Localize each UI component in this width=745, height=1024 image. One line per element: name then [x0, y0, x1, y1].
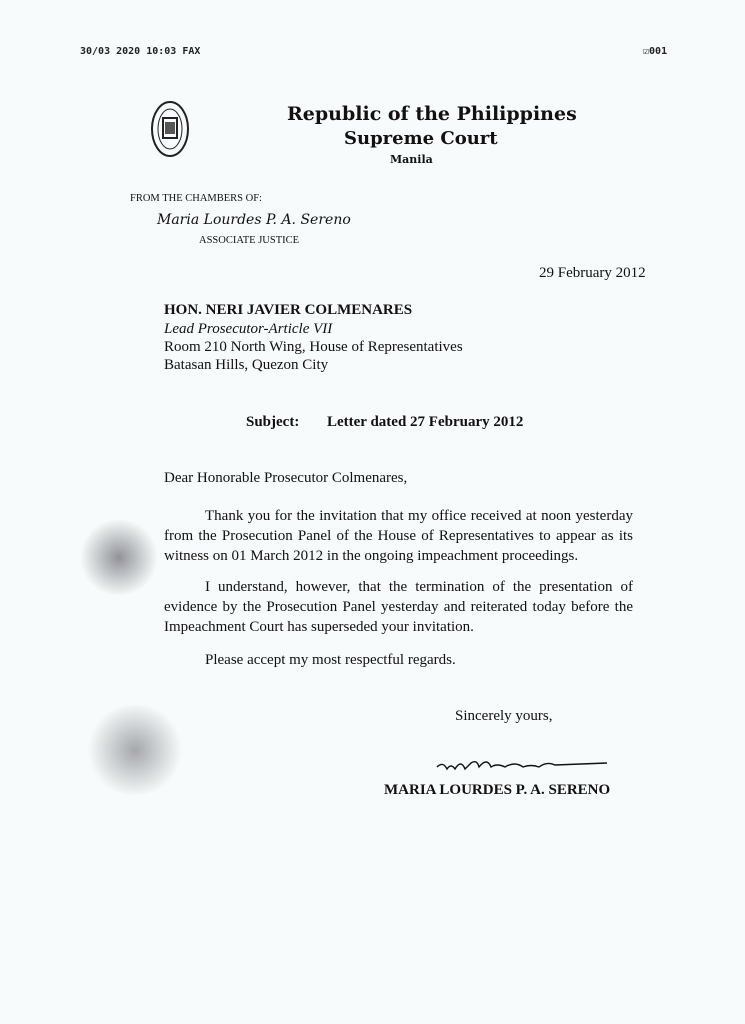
fax-icon: ☑: [643, 46, 650, 57]
paragraph-1-line-3: witness on 01 March 2012 in the ongoing impeachment proceedings.: [164, 548, 579, 564]
paragraph-2-line-1: I understand, however, that the termination of the presentation of: [205, 579, 633, 595]
subject-label: Subject:: [246, 414, 300, 430]
addressee-line2: Batasan Hills, Quezon City: [164, 357, 329, 373]
letterhead-court: Supreme Court: [344, 128, 498, 149]
chambers-label: FROM THE CHAMBERS OF:: [130, 193, 262, 204]
addressee-name: HON. NERI JAVIER COLMENARES: [164, 302, 413, 318]
subject-text: Letter dated 27 February 2012: [327, 414, 524, 430]
handwritten-signature: [435, 755, 610, 777]
chambers-name: Maria Lourdes P. A. Sereno: [157, 212, 351, 228]
ink-smudge: [78, 520, 160, 595]
paragraph-3: Please accept my most respectful regards.: [205, 652, 456, 668]
paragraph-1-line-1: Thank you for the invitation that my office received at noon yesterday: [205, 508, 633, 524]
chambers-title: ASSOCIATE JUSTICE: [199, 235, 300, 246]
fax-page-number: ☑001: [643, 46, 668, 57]
addressee-role: Lead Prosecutor-Article VII: [164, 321, 333, 337]
letter-date: 29 February 2012: [539, 265, 646, 281]
letterhead-city: Manila: [390, 153, 433, 166]
salutation: Dear Honorable Prosecutor Colmenares,: [164, 470, 408, 486]
ink-smudge: [85, 705, 185, 795]
signatory-name: MARIA LOURDES P. A. SERENO: [384, 782, 611, 798]
paragraph-2-line-2: evidence by the Prosecution Panel yesterday and reiterated today before the: [164, 599, 633, 615]
paragraph-2-line-3: Impeachment Court has superseded your invitation.: [164, 619, 474, 635]
closing: Sincerely yours,: [455, 708, 553, 724]
addressee-line1: Room 210 North Wing, House of Representatives: [164, 339, 463, 355]
fax-timestamp: 30/03 2020 10:03 FAX: [80, 46, 201, 57]
paragraph-1-line-2: from the Prosecution Panel of the House of Representatives to appear as its: [164, 528, 633, 544]
letterhead-republic: Republic of the Philippines: [287, 103, 577, 125]
supreme-court-seal-icon: [150, 100, 190, 158]
